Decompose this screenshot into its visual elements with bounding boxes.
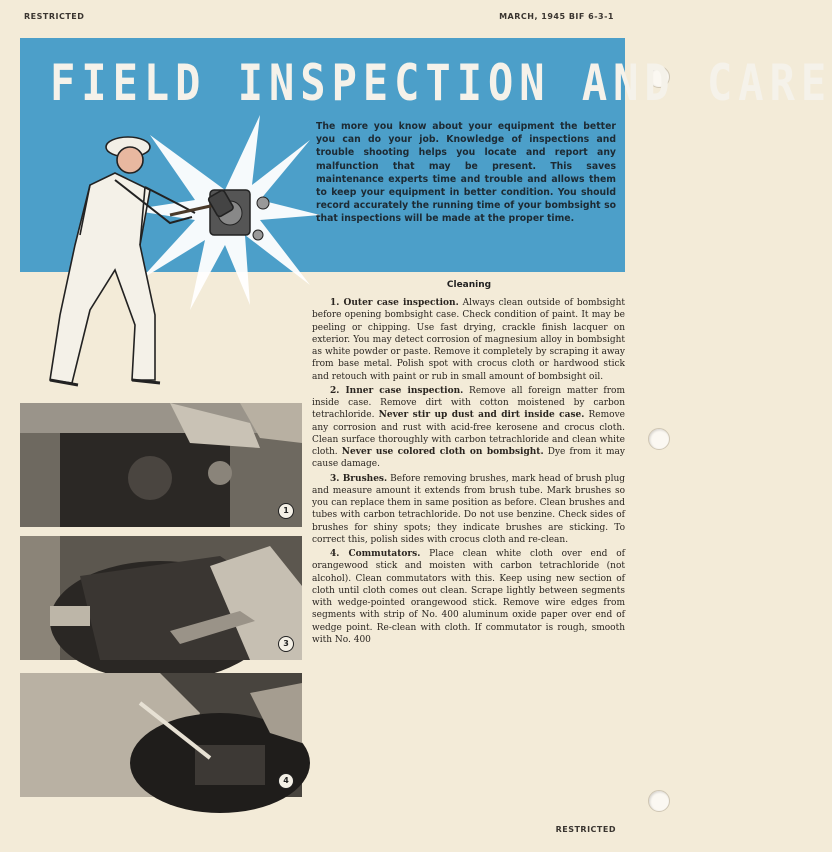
photo-brushes [20,536,302,660]
paragraph-lead: 2. Inner case inspection. [330,385,464,396]
binder-hole-icon [648,790,670,812]
photo-commutators [20,673,302,797]
paragraph-brushes [312,473,625,547]
body-text [312,297,625,648]
photo-commutators-image [20,673,302,797]
paragraph-lead: 3. Brushes. [330,473,388,484]
intro-text: The more you know about your equipment the better you can do your job. Knowledge of inspections and trouble shooting helps you locate and report any malfunction that may be present. This saves maintenance experts time and trouble and allows them to keep your equipment in better condition. You should record accurately the running time of your bombsight so that inspections will be made at the proper time. [316,121,616,225]
binder-hole-icon [648,428,670,450]
photo-outer-case [20,403,302,527]
restricted-header: RESTRICTED [24,12,85,21]
paragraph-text: Always clean outside of bombsight before opening bombsight case. Check condition of paint. It may be peeling or chipping. Use fast drying, crackle finish lacquer on exterior. You may detect corrosion of magnesium alloy in bombsight as white powder or paste. Remove it completely by scraping it away from base metal. Polish spot with crocus cloth or hardwood stick and retouch with paint or rub in small amount of bombsight oil. [312,298,625,382]
photo-brushes-image [20,536,302,660]
paragraph-text: Remove all foreign matter from inside case. Remove dirt with cotton moistened by carbon tetrachloride. [312,385,625,421]
paragraph-text: Place clean white cloth over end of orangewood stick and moisten with carbon tetrachloride (not alcohol). Clean commutators with this. Keep using new section of cloth until cloth comes out clean. Scrape lightly between segments with wedge-pointed orangewood stick. Remove wire edges from segments with strip of No. 400 aluminum oxide paper over end of wedge point. Re-clean with cloth. If commutator is rough, smooth with No. 400 [312,549,626,645]
paragraph-outer-case [312,297,625,383]
warning-text: Never stir up dust and dirt inside case. [378,410,585,421]
photo-outer-case-image [20,403,302,527]
paragraph-text: Dye from it may cause damage. [312,447,625,470]
restricted-footer: RESTRICTED [555,825,616,834]
paragraph-lead: 1. Outer case inspection. [330,298,459,308]
warning-text: Never use colored cloth on bombsight. [341,447,544,457]
photo-number-badge: 4 [278,773,294,789]
paragraph-text: Before removing brushes, mark head of brush plug and measure amount it extends from brush tube. Mark brushes so you can replace them in same position as before. Clean brushes and tubes with carbon tetrachloride. Do not use benzine. Check sides of brushes for shiny spots; they indicate brushes are sticking. To correct this, polish sides with crocus cloth and re-clean. [312,473,626,545]
paragraph-inner-case [312,385,625,471]
photo-number-badge: 3 [278,636,294,652]
page-title: FIELD INSPECTION AND CARE [50,54,832,112]
paragraph-commutators [312,548,625,646]
paragraph-lead: 4. Commutators. [330,549,421,559]
photo-number-badge: 1 [278,503,294,519]
mechanic-illustration [20,95,320,405]
paragraph-text: Remove any corrosion and rust with acid-free kerosene and crocus cloth. Clean surface thoroughly with carbon tetrachloride and clean white cloth. [312,410,625,457]
section-heading: Cleaning [446,280,492,290]
date-code-header: MARCH, 1945 BIF 6-3-1 [499,12,614,21]
